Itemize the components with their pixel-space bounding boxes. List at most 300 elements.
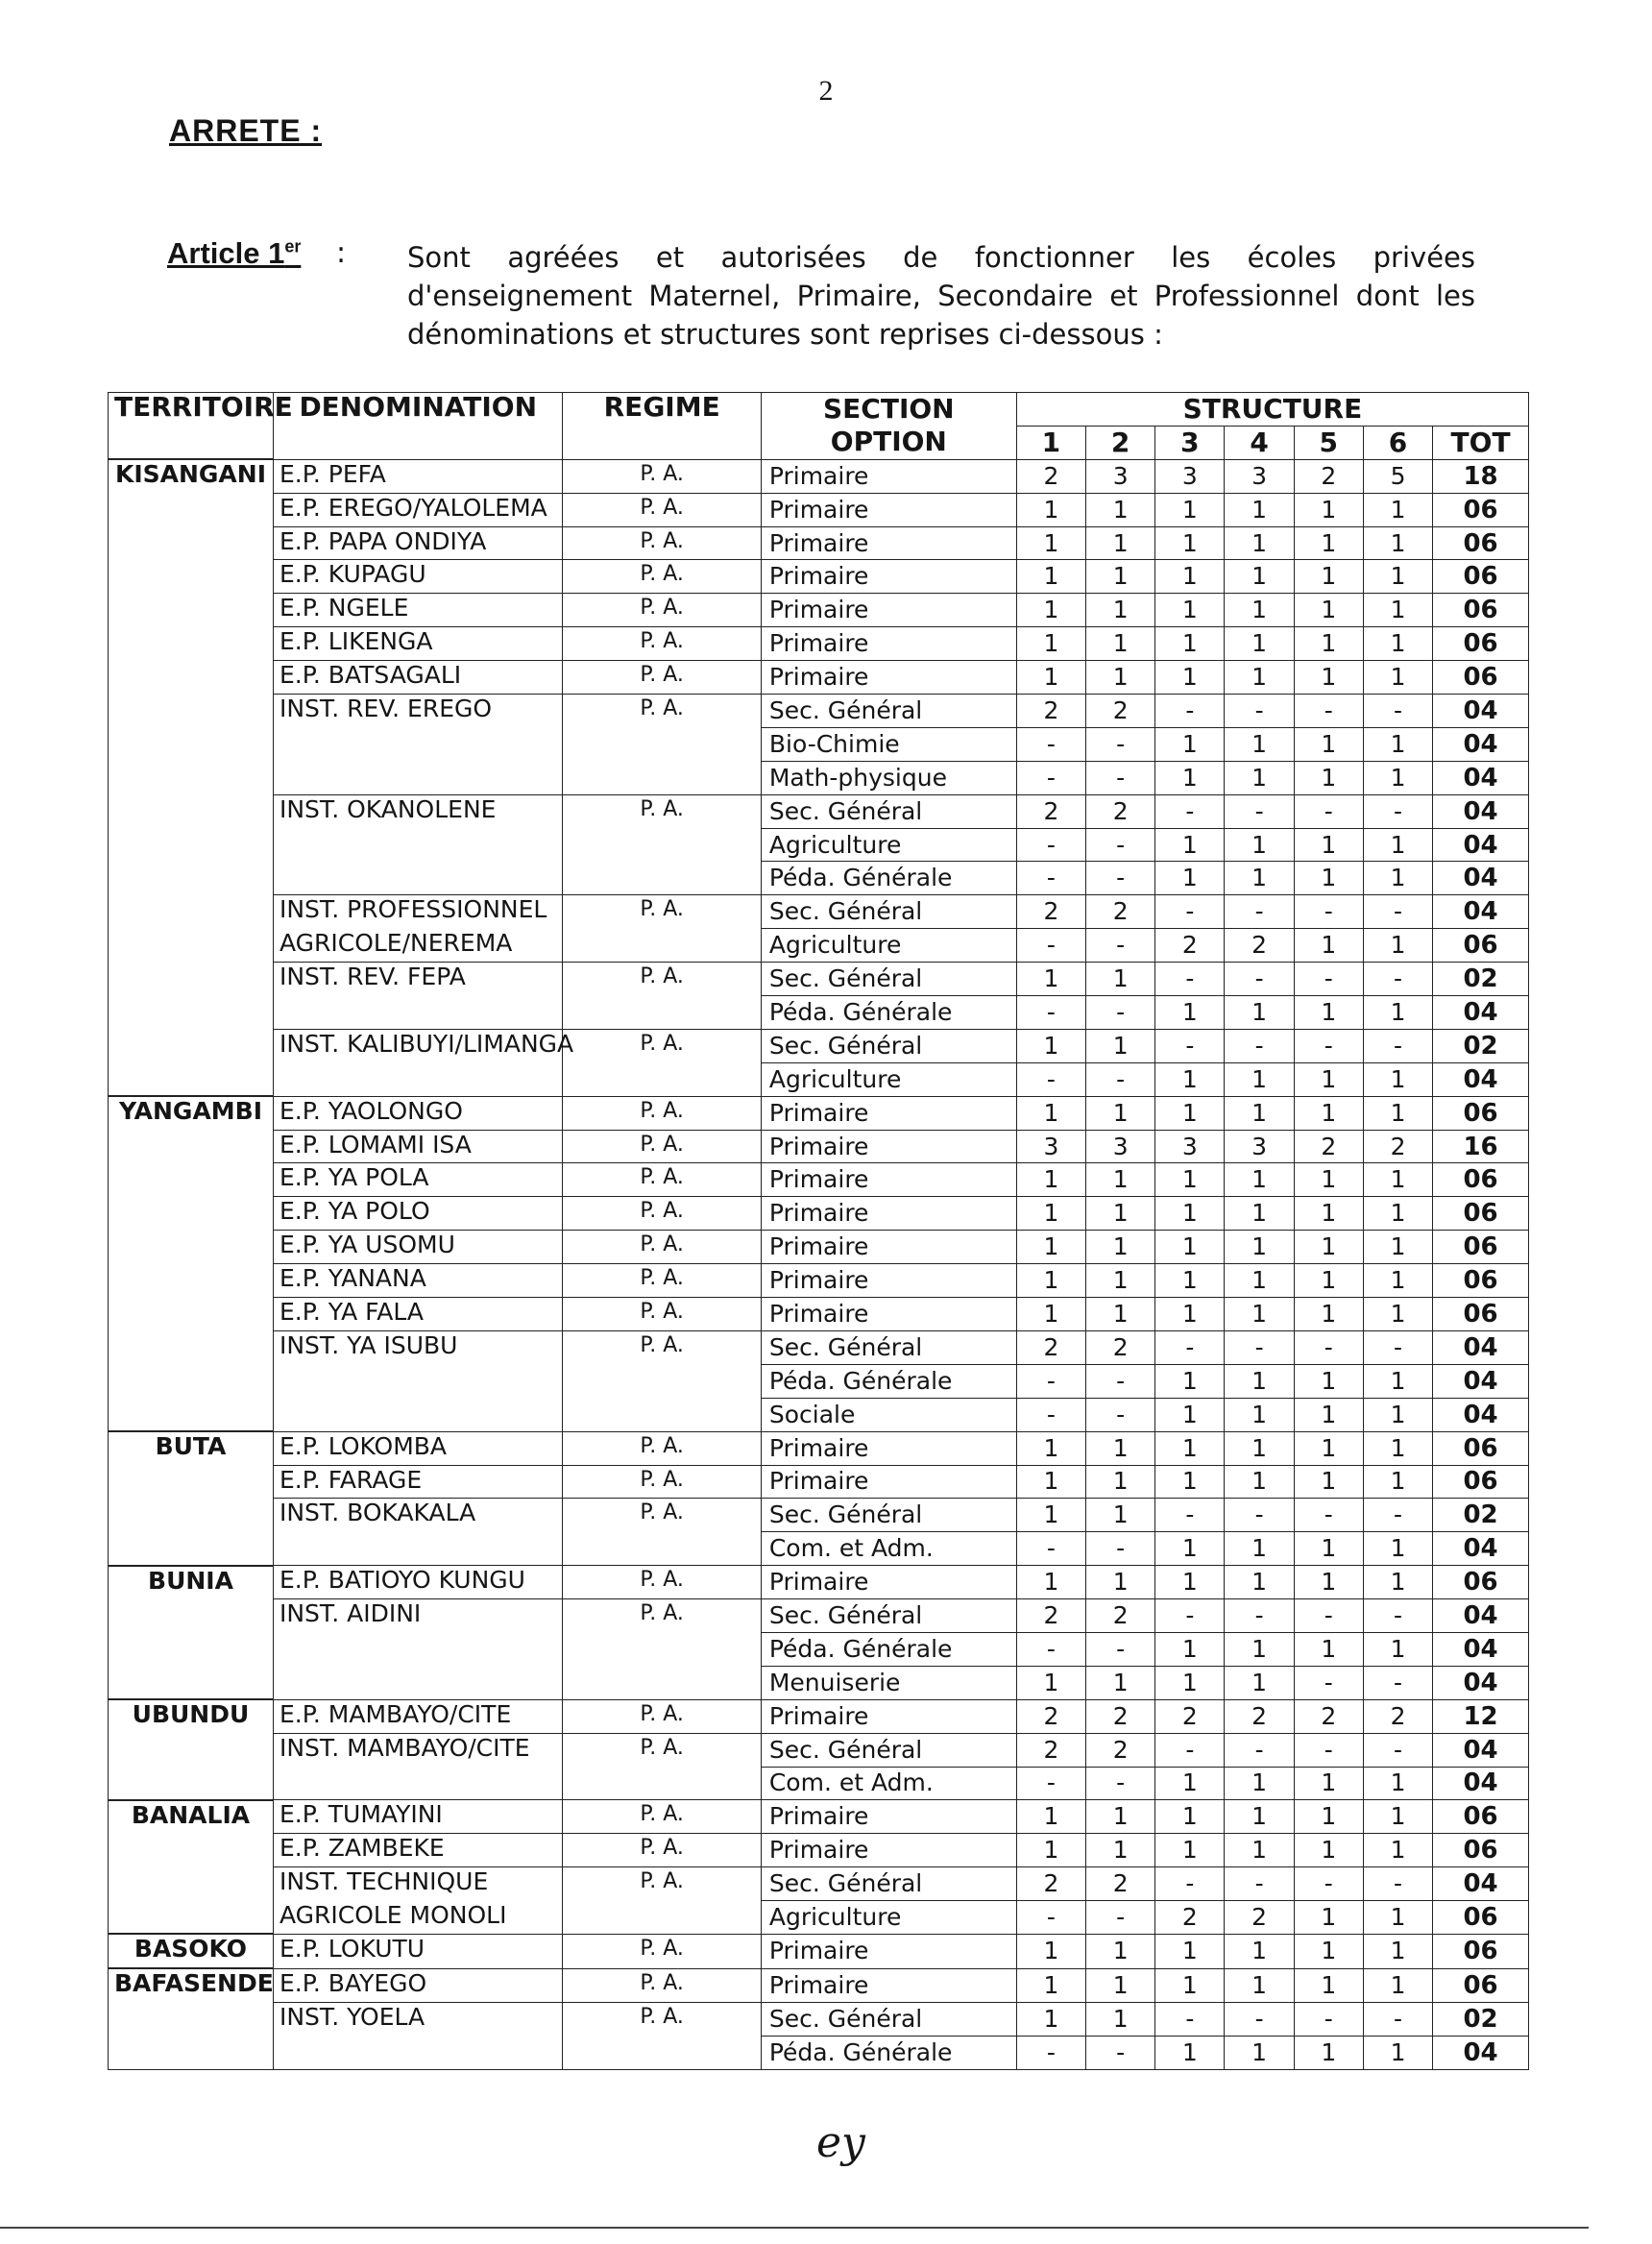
structure-total-cell: 02 [1433,1499,1529,1532]
table-row [109,1699,1529,1733]
structure-year-1-cell: 1 [1016,1163,1085,1197]
structure-year-4-cell: 1 [1225,1298,1294,1331]
regime-cell: P. A. [563,1465,761,1499]
structure-year-4-cell: 1 [1225,1532,1294,1566]
structure-year-6-cell: 1 [1363,1901,1432,1935]
regime-cell: P. A. [563,1197,761,1231]
territoire-cell [109,963,274,996]
structure-year-6-cell: - [1363,1029,1432,1062]
structure-total-cell: 06 [1433,661,1529,695]
structure-year-3-cell: - [1155,794,1225,828]
structure-year-5-cell: 1 [1294,828,1363,862]
territoire-cell [109,1532,274,1566]
section-option-cell: Agriculture [761,1062,1016,1096]
structure-year-3-cell: - [1155,1733,1225,1767]
table-row [109,1800,1529,1834]
structure-year-1-cell: 1 [1016,1264,1085,1298]
structure-year-3-cell: 1 [1155,1767,1225,1800]
structure-year-3-cell: 1 [1155,1532,1225,1566]
section-option-cell: Sec. Général [761,1330,1016,1364]
section-option-cell: Sec. Général [761,1029,1016,1062]
section-option-cell: Primaire [761,1699,1016,1733]
structure-year-2-cell: 1 [1086,1499,1155,1532]
structure-year-1-cell: 1 [1016,963,1085,996]
structure-year-6-cell: 1 [1363,727,1432,761]
regime-cell [563,996,761,1030]
regime-cell: P. A. [563,963,761,996]
structure-year-4-cell: 1 [1225,627,1294,661]
table-row [109,560,1529,594]
section-option-cell: Primaire [761,1834,1016,1867]
regime-cell: P. A. [563,560,761,594]
table-row [109,1029,1529,1062]
section-option-cell: Primaire [761,1298,1016,1331]
structure-total-cell: 04 [1433,727,1529,761]
section-option-cell: Primaire [761,526,1016,560]
article-label-superscript: er [284,236,302,256]
header-regime: REGIME [563,393,761,460]
structure-year-6-cell: - [1363,1867,1432,1901]
denomination-cell [273,1364,563,1398]
denomination-cell: E.P. TUMAYINI [273,1800,563,1834]
structure-year-4-cell: 1 [1225,1934,1294,1968]
regime-cell: P. A. [563,1566,761,1599]
regime-cell: P. A. [563,493,761,526]
section-option-cell: Primaire [761,1800,1016,1834]
structure-year-6-cell: 1 [1363,1398,1432,1431]
structure-year-2-cell: 3 [1086,459,1155,493]
structure-year-6-cell: 1 [1363,1465,1432,1499]
territoire-cell [109,1330,274,1364]
structure-year-2-cell: - [1086,862,1155,895]
regime-cell [563,862,761,895]
territoire-cell [109,761,274,794]
structure-total-cell: 06 [1433,594,1529,627]
handwritten-initials: ey [816,2118,865,2167]
structure-year-4-cell: 1 [1225,828,1294,862]
denomination-cell: INST. REV. FEPA [273,963,563,996]
structure-year-2-cell: 1 [1086,1298,1155,1331]
structure-year-3-cell: 1 [1155,661,1225,695]
structure-year-5-cell: 1 [1294,1767,1363,1800]
denomination-cell: E.P. BAYEGO [273,1968,563,2002]
structure-year-3-cell: 1 [1155,2036,1225,2069]
table-row [109,594,1529,627]
structure-year-3-cell: 1 [1155,1566,1225,1599]
structure-year-1-cell: 1 [1016,1431,1085,1465]
structure-year-3-cell: 1 [1155,594,1225,627]
structure-year-5-cell: 1 [1294,1532,1363,1566]
territoire-cell [109,2002,274,2036]
structure-year-2-cell: 1 [1086,1465,1155,1499]
header-col-4: 4 [1225,426,1294,459]
regime-cell [563,1532,761,1566]
structure-year-4-cell: 1 [1225,594,1294,627]
structure-year-6-cell: 5 [1363,459,1432,493]
structure-total-cell: 06 [1433,1901,1529,1935]
structure-year-2-cell: 1 [1086,1264,1155,1298]
territoire-cell [109,1231,274,1264]
structure-year-1-cell: - [1016,1632,1085,1666]
structure-year-2-cell: 1 [1086,1800,1155,1834]
structure-year-1-cell: 1 [1016,1666,1085,1699]
denomination-cell: INST. REV. EREGO [273,695,563,728]
denomination-cell [273,1532,563,1566]
structure-year-4-cell: - [1225,695,1294,728]
structure-year-3-cell: 1 [1155,1364,1225,1398]
structure-year-4-cell: 1 [1225,560,1294,594]
structure-year-3-cell: 1 [1155,1465,1225,1499]
table-row [109,1867,1529,1901]
structure-year-5-cell: - [1294,794,1363,828]
structure-total-cell: 06 [1433,1298,1529,1331]
structure-year-2-cell: - [1086,996,1155,1030]
regime-cell: P. A. [563,1130,761,1163]
section-option-cell: Sec. Général [761,1733,1016,1767]
structure-year-4-cell: 1 [1225,1800,1294,1834]
territoire-cell [109,929,274,963]
structure-year-1-cell: 1 [1016,1968,1085,2002]
structure-year-1-cell: 1 [1016,1800,1085,1834]
structure-year-6-cell: 1 [1363,761,1432,794]
structure-year-1-cell: 1 [1016,1934,1085,1968]
section-option-cell: Primaire [761,1096,1016,1130]
structure-total-cell: 04 [1433,895,1529,929]
section-option-cell: Péda. Générale [761,996,1016,1030]
table-body [109,459,1529,2069]
structure-year-6-cell: 1 [1363,929,1432,963]
structure-year-3-cell: 2 [1155,1901,1225,1935]
structure-year-6-cell: 2 [1363,1130,1432,1163]
structure-year-2-cell: - [1086,727,1155,761]
structure-year-3-cell: 1 [1155,493,1225,526]
territoire-cell [109,828,274,862]
territoire-cell: BUTA [109,1431,274,1465]
section-option-cell: Primaire [761,1197,1016,1231]
structure-year-6-cell: 1 [1363,1231,1432,1264]
regime-cell: P. A. [563,1029,761,1062]
structure-year-2-cell: 1 [1086,560,1155,594]
denomination-cell [273,1062,563,1096]
section-option-cell: Agriculture [761,929,1016,963]
structure-total-cell: 04 [1433,1364,1529,1398]
structure-year-4-cell: 3 [1225,1130,1294,1163]
structure-year-2-cell: 1 [1086,1934,1155,1968]
structure-total-cell: 06 [1433,493,1529,526]
structure-year-1-cell: 1 [1016,1231,1085,1264]
structure-total-cell: 06 [1433,1264,1529,1298]
structure-year-5-cell: 1 [1294,996,1363,1030]
denomination-cell: E.P. BATIOYO KUNGU [273,1566,563,1599]
structure-year-4-cell: - [1225,794,1294,828]
structure-year-1-cell: 1 [1016,594,1085,627]
structure-year-4-cell: 1 [1225,1968,1294,2002]
structure-year-4-cell: 3 [1225,459,1294,493]
section-option-cell: Primaire [761,661,1016,695]
table-row [109,761,1529,794]
structure-total-cell: 06 [1433,1231,1529,1264]
structure-total-cell: 06 [1433,1197,1529,1231]
structure-year-4-cell: 1 [1225,493,1294,526]
structure-total-cell: 04 [1433,761,1529,794]
structure-year-4-cell: 1 [1225,1062,1294,1096]
structure-year-3-cell: 1 [1155,1231,1225,1264]
structure-year-3-cell: 1 [1155,526,1225,560]
structure-total-cell: 04 [1433,828,1529,862]
structure-year-4-cell: 1 [1225,1431,1294,1465]
article-label [167,236,301,271]
structure-year-1-cell: - [1016,1532,1085,1566]
structure-year-3-cell: 1 [1155,1968,1225,2002]
regime-cell [563,1632,761,1666]
regime-cell [563,1666,761,1699]
structure-year-5-cell: 1 [1294,661,1363,695]
structure-year-6-cell: 1 [1363,661,1432,695]
table-row [109,828,1529,862]
territoire-cell [109,1767,274,1800]
structure-year-4-cell: - [1225,1733,1294,1767]
page-number: 2 [818,75,834,107]
section-option-cell: Sec. Général [761,963,1016,996]
structure-total-cell: 04 [1433,862,1529,895]
regime-cell: P. A. [563,1330,761,1364]
structure-year-3-cell: - [1155,1330,1225,1364]
regime-cell: P. A. [563,1599,761,1633]
structure-year-2-cell: - [1086,1062,1155,1096]
structure-year-5-cell: - [1294,1733,1363,1767]
structure-year-3-cell: 1 [1155,1800,1225,1834]
structure-year-4-cell: 1 [1225,1767,1294,1800]
structure-year-6-cell: 1 [1363,1431,1432,1465]
structure-year-5-cell: 1 [1294,1062,1363,1096]
structure-year-3-cell: 1 [1155,1666,1225,1699]
table-row [109,794,1529,828]
section-option-cell: Sec. Général [761,1599,1016,1633]
regime-cell: P. A. [563,1968,761,2002]
denomination-cell: E.P. YAOLONGO [273,1096,563,1130]
structure-total-cell: 04 [1433,1767,1529,1800]
structure-year-2-cell: 1 [1086,1197,1155,1231]
structure-year-4-cell: 1 [1225,1364,1294,1398]
structure-year-2-cell: - [1086,2036,1155,2069]
structure-year-3-cell: 1 [1155,1062,1225,1096]
regime-cell: P. A. [563,1834,761,1867]
table-row [109,1767,1529,1800]
structure-year-3-cell: 1 [1155,1398,1225,1431]
denomination-cell: E.P. NGELE [273,594,563,627]
header-col-3: 3 [1155,426,1225,459]
section-option-cell: Primaire [761,1465,1016,1499]
structure-year-6-cell: - [1363,1666,1432,1699]
regime-cell: P. A. [563,1298,761,1331]
structure-year-2-cell: - [1086,1767,1155,1800]
structure-year-3-cell: 1 [1155,761,1225,794]
denomination-cell [273,2036,563,2069]
structure-year-4-cell: 1 [1225,862,1294,895]
structure-year-3-cell: 1 [1155,727,1225,761]
structure-total-cell: 02 [1433,963,1529,996]
territoire-cell [109,1197,274,1231]
table-row [109,2036,1529,2069]
structure-year-2-cell: - [1086,1532,1155,1566]
table-row [109,727,1529,761]
structure-year-6-cell: 1 [1363,862,1432,895]
structure-year-2-cell: 2 [1086,794,1155,828]
structure-year-4-cell: - [1225,2002,1294,2036]
structure-total-cell: 06 [1433,1431,1529,1465]
structure-year-1-cell: 3 [1016,1130,1085,1163]
structure-total-cell: 04 [1433,1599,1529,1633]
structure-year-5-cell: 1 [1294,727,1363,761]
denomination-cell: INST. YOELA [273,2002,563,2036]
section-option-cell: Agriculture [761,1901,1016,1935]
denomination-cell: E.P. MAMBAYO/CITE [273,1699,563,1733]
denomination-cell: E.P. YA POLO [273,1197,563,1231]
territoire-cell: KISANGANI [109,459,274,493]
table-row [109,1968,1529,2002]
structure-year-5-cell: 1 [1294,1398,1363,1431]
structure-year-4-cell: 1 [1225,1096,1294,1130]
territoire-cell [109,1733,274,1767]
structure-year-6-cell: 2 [1363,1699,1432,1733]
structure-year-5-cell: 1 [1294,929,1363,963]
structure-year-6-cell: 1 [1363,996,1432,1030]
section-option-cell: Primaire [761,1231,1016,1264]
section-option-cell: Sec. Général [761,794,1016,828]
structure-year-4-cell: 1 [1225,996,1294,1030]
table-row [109,1566,1529,1599]
regime-cell: P. A. [563,1934,761,1968]
structure-year-1-cell: 1 [1016,1834,1085,1867]
structure-year-2-cell: 1 [1086,1834,1155,1867]
section-option-cell: Sec. Général [761,1867,1016,1901]
denomination-cell: E.P. LOKOMBA [273,1431,563,1465]
structure-year-5-cell: - [1294,963,1363,996]
table-row [109,695,1529,728]
regime-cell: P. A. [563,2002,761,2036]
table-row [109,1364,1529,1398]
structure-year-3-cell: - [1155,695,1225,728]
header-col-tot: TOT [1433,426,1529,459]
structure-year-4-cell: 1 [1225,1666,1294,1699]
structure-year-2-cell: 1 [1086,627,1155,661]
structure-year-6-cell: - [1363,1733,1432,1767]
structure-year-3-cell: 1 [1155,560,1225,594]
article-text: Sont agréées et autorisées de fonctionner les écoles privées d'enseignement Maternel, Primaire, Secondaire et Professionnel dont les dénominations et structures sont reprises ci-dessous : [407,241,1475,351]
territoire-cell [109,526,274,560]
table-row [109,1398,1529,1431]
structure-year-6-cell: 1 [1363,1834,1432,1867]
structure-year-1-cell: 2 [1016,794,1085,828]
structure-year-4-cell: - [1225,1330,1294,1364]
regime-cell: P. A. [563,794,761,828]
table-row [109,2002,1529,2036]
structure-year-3-cell: - [1155,1499,1225,1532]
structure-year-5-cell: - [1294,1666,1363,1699]
table-row [109,1298,1529,1331]
structure-year-3-cell: 1 [1155,1298,1225,1331]
structure-year-2-cell: 3 [1086,1130,1155,1163]
structure-total-cell: 04 [1433,1632,1529,1666]
structure-year-6-cell: 1 [1363,1566,1432,1599]
header-structure: STRUCTURE [1016,393,1528,427]
territoire-cell [109,1364,274,1398]
regime-cell: P. A. [563,594,761,627]
territoire-cell [109,1029,274,1062]
structure-year-1-cell: 1 [1016,1197,1085,1231]
denomination-cell: INST. YA ISUBU [273,1330,563,1364]
table-row [109,1934,1529,1968]
territoire-cell: BUNIA [109,1566,274,1599]
table-row [109,493,1529,526]
structure-year-1-cell: - [1016,2036,1085,2069]
table-row [109,1062,1529,1096]
structure-year-6-cell: - [1363,963,1432,996]
section-option-cell: Primaire [761,1566,1016,1599]
denomination-cell: INST. PROFESSIONNEL [273,895,563,929]
structure-year-3-cell: 1 [1155,996,1225,1030]
structure-total-cell: 04 [1433,695,1529,728]
regime-cell [563,1364,761,1398]
structure-year-3-cell: - [1155,2002,1225,2036]
territoire-cell [109,1834,274,1867]
structure-total-cell: 04 [1433,2036,1529,2069]
denomination-cell: E.P. EREGO/YALOLEMA [273,493,563,526]
structure-year-6-cell: 1 [1363,1096,1432,1130]
structure-year-2-cell: 1 [1086,1163,1155,1197]
structure-year-3-cell: 1 [1155,1934,1225,1968]
article-colon: : [336,236,347,270]
structure-year-2-cell: 1 [1086,661,1155,695]
structure-year-4-cell: - [1225,1499,1294,1532]
structure-year-6-cell: 1 [1363,1532,1432,1566]
regime-cell [563,2036,761,2069]
structure-year-4-cell: 1 [1225,661,1294,695]
structure-year-6-cell: 1 [1363,627,1432,661]
table-row [109,526,1529,560]
structure-year-5-cell: 1 [1294,862,1363,895]
structure-year-4-cell: 1 [1225,1231,1294,1264]
structure-year-6-cell: 1 [1363,493,1432,526]
structure-year-5-cell: 1 [1294,1465,1363,1499]
denomination-cell: INST. BOKAKALA [273,1499,563,1532]
section-option-cell: Sociale [761,1398,1016,1431]
table-row [109,1231,1529,1264]
territoire-cell [109,1465,274,1499]
section-option-cell: Primaire [761,1431,1016,1465]
structure-year-3-cell: - [1155,963,1225,996]
structure-year-3-cell: 1 [1155,862,1225,895]
structure-total-cell: 04 [1433,1733,1529,1767]
structure-year-3-cell: - [1155,895,1225,929]
table-row [109,1532,1529,1566]
structure-year-6-cell: 1 [1363,594,1432,627]
territoire-cell [109,895,274,929]
regime-cell [563,1901,761,1935]
territoire-cell [109,1901,274,1935]
territoire-cell [109,695,274,728]
section-option-cell: Primaire [761,459,1016,493]
structure-year-5-cell: 1 [1294,1264,1363,1298]
denomination-cell: INST. KALIBUYI/LIMANGA [273,1029,563,1062]
structure-year-3-cell: 1 [1155,1163,1225,1197]
structure-year-1-cell: 1 [1016,560,1085,594]
territoire-cell [109,1264,274,1298]
structure-year-4-cell: 1 [1225,2036,1294,2069]
regime-cell [563,1767,761,1800]
regime-cell [563,1062,761,1096]
structure-year-6-cell: 1 [1363,1767,1432,1800]
